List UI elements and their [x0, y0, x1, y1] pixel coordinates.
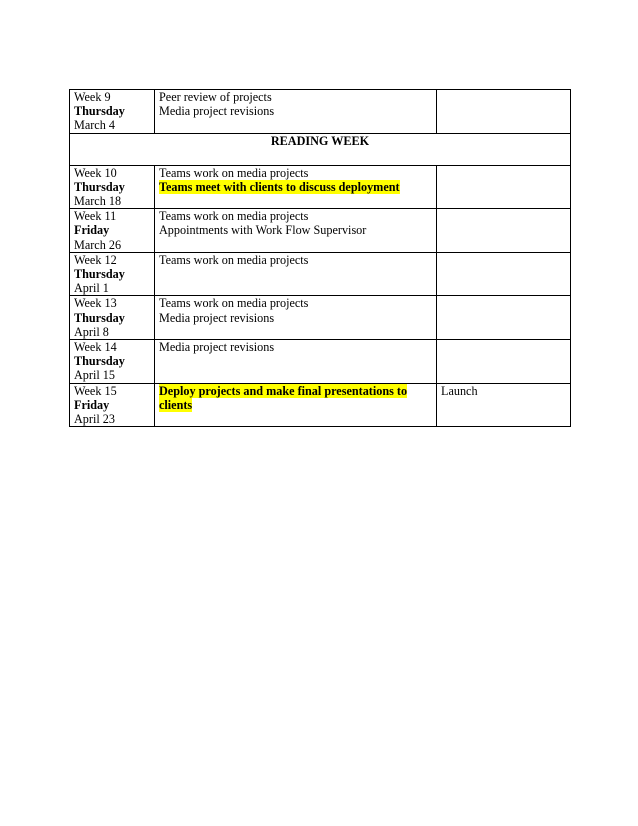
week-cell: [70, 296, 155, 340]
activity-cell: [155, 165, 437, 209]
week-label: Week 10: [74, 165, 117, 180]
week-label: Week 11: [74, 209, 117, 224]
notes-cell: [437, 340, 571, 384]
table-row: [70, 133, 571, 165]
schedule-table: [69, 89, 571, 427]
activity-line: Media project revisions: [159, 104, 275, 119]
day-label: Thursday: [74, 104, 125, 119]
activity-line: Media project revisions: [159, 340, 275, 355]
notes-cell: [437, 165, 571, 209]
day-label: Thursday: [74, 179, 125, 194]
table-row: [70, 90, 571, 134]
activity-line: Teams work on media projects: [159, 165, 309, 180]
week-label: Week 12: [74, 252, 117, 267]
activity-line: Media project revisions: [159, 310, 275, 325]
activity-line: Appointments with Work Flow Supervisor: [159, 223, 367, 238]
table-row: [70, 383, 571, 427]
notes-cell: [437, 296, 571, 340]
activity-cell: [155, 252, 437, 296]
activity-cell: [155, 90, 437, 134]
activity-line: Teams work on media projects: [159, 209, 309, 224]
day-label: Thursday: [74, 354, 125, 369]
highlighted-activity-line: Deploy projects and make final presentations to clients: [159, 383, 408, 412]
table-row: [70, 296, 571, 340]
date-label: April 8: [74, 324, 109, 339]
day-label: Friday: [74, 223, 110, 238]
notes-cell: [437, 209, 571, 253]
notes-text: Launch: [441, 383, 478, 398]
day-label: Thursday: [74, 267, 125, 282]
highlighted-activity-line: Teams meet with clients to discuss deployment: [159, 179, 400, 194]
week-cell: [70, 340, 155, 384]
day-label: Thursday: [74, 310, 125, 325]
activity-line: Teams work on media projects: [159, 296, 309, 311]
date-label: March 4: [74, 118, 115, 133]
reading-week-cell: [70, 133, 571, 165]
date-label: March 26: [74, 237, 122, 252]
day-label: Friday: [74, 397, 110, 412]
notes-cell: [437, 252, 571, 296]
activity-cell: [155, 209, 437, 253]
table-row: [70, 165, 571, 209]
notes-cell: [437, 383, 571, 427]
activity-cell: [155, 340, 437, 384]
date-label: March 18: [74, 194, 122, 209]
activity-cell: [155, 383, 437, 427]
date-label: April 1: [74, 281, 109, 296]
week-label: Week 13: [74, 296, 117, 311]
reading-week-label: READING WEEK: [270, 133, 370, 148]
date-label: April 15: [74, 368, 115, 383]
date-label: April 23: [74, 412, 115, 427]
week-cell: [70, 209, 155, 253]
week-label: Week 9: [74, 90, 111, 104]
table-row: [70, 340, 571, 384]
week-cell: [70, 165, 155, 209]
activity-cell: [155, 296, 437, 340]
week-label: Week 15: [74, 383, 117, 398]
notes-cell: [437, 90, 571, 134]
week-label: Week 14: [74, 340, 117, 355]
table-row: [70, 209, 571, 253]
table-row: [70, 252, 571, 296]
week-cell: [70, 383, 155, 427]
activity-line: Teams work on media projects: [159, 252, 309, 267]
week-cell: [70, 252, 155, 296]
activity-line: Peer review of projects: [159, 90, 272, 104]
week-cell: [70, 90, 155, 134]
